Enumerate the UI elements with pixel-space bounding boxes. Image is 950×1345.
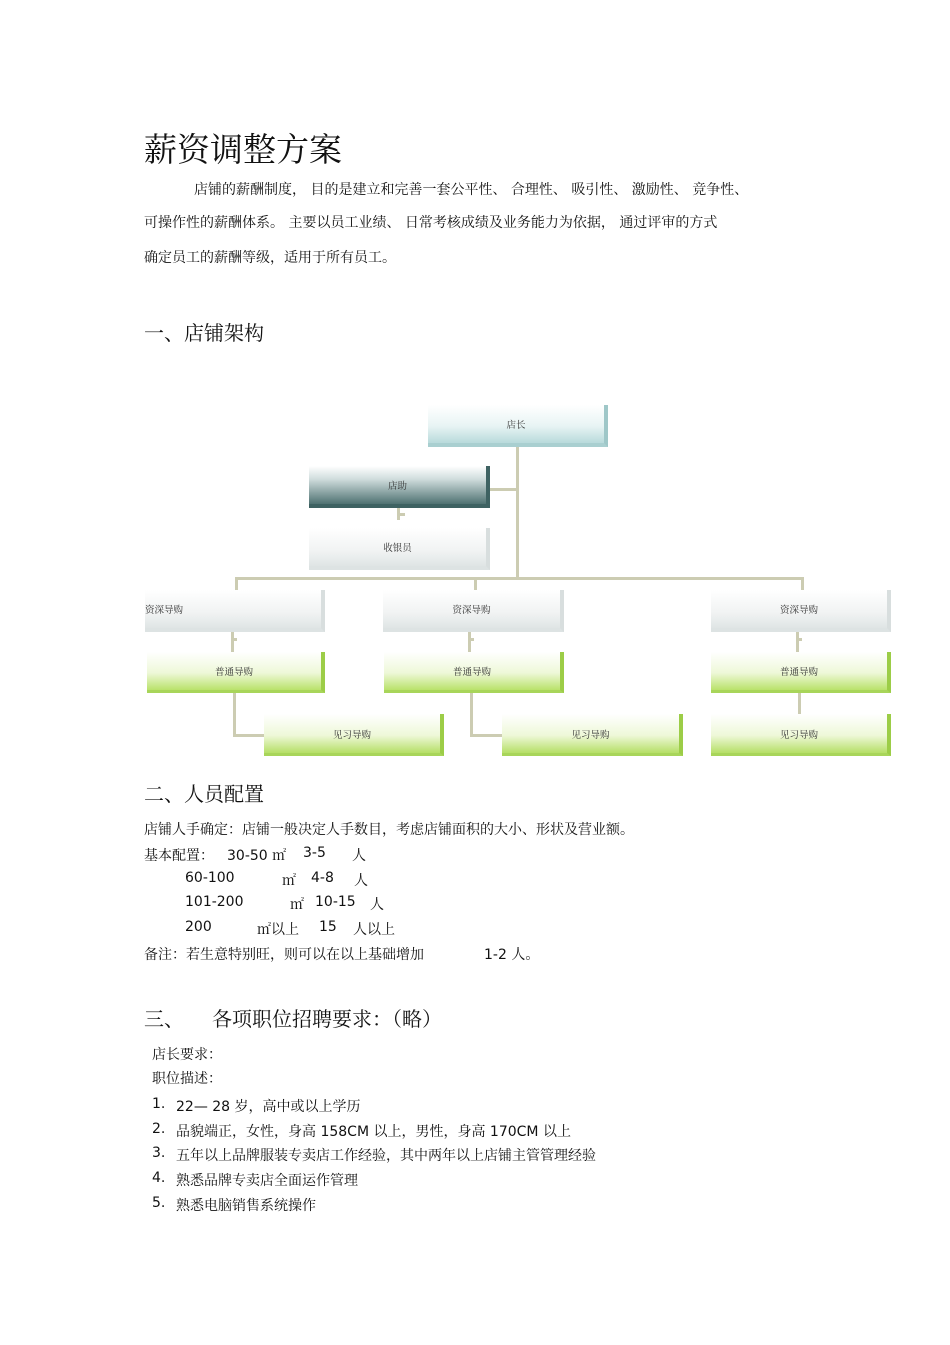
staffing-intro: 店铺人手确定：店铺一般决定人手数目，考虑店铺面积的大小、形状及营业额。 <box>144 822 634 838</box>
connector-line <box>798 693 801 715</box>
section-3-heading-prefix: 三、 <box>144 1007 184 1031</box>
org-node-trainee: 见习导购 <box>264 714 444 756</box>
config-row-unit: 人 <box>370 897 384 913</box>
config-row-sqm: ㎡以上 <box>257 922 299 938</box>
org-node-senior: 资深导购 <box>145 590 325 632</box>
org-node-assistant: 店助 <box>309 466 490 508</box>
config-label: 基本配置： <box>144 848 214 864</box>
connector-line <box>796 632 799 652</box>
list-item: 品貌端正，女性，身高 158CM 以上，男性，身高 170CM 以上 <box>176 1124 571 1140</box>
connector-line <box>474 577 477 590</box>
org-node-senior: 资深导购 <box>383 590 564 632</box>
org-node-manager: 店长 <box>428 405 608 447</box>
intro-line-3: 确定员工的薪酬等级，适用于所有员工。 <box>144 250 396 266</box>
job-description-label: 职位描述： <box>152 1071 222 1087</box>
section-2-heading: 二、人员配置 <box>144 782 264 806</box>
connector-line <box>487 488 518 491</box>
config-row-count: 4-8 <box>311 870 334 886</box>
connector-line <box>231 638 237 641</box>
list-item-number: 2. <box>152 1121 166 1137</box>
connector-line <box>796 638 802 641</box>
config-row-sqm: ㎡ <box>282 873 296 889</box>
config-row-area: 101-200 <box>185 894 244 910</box>
list-item-number: 4. <box>152 1170 166 1186</box>
config-row-unit: 人以上 <box>353 922 395 938</box>
list-item: 熟悉品牌专卖店全面运作管理 <box>176 1173 358 1189</box>
config-row-unit: 人 <box>352 848 366 864</box>
list-item: 22— 28 岁，高中或以上学历 <box>176 1099 361 1115</box>
manager-requirements-label: 店长要求： <box>152 1047 222 1063</box>
list-item-number: 3. <box>152 1145 166 1161</box>
connector-line <box>397 513 405 516</box>
connector-line <box>468 632 471 652</box>
config-row-unit: 人 <box>354 873 368 889</box>
connector-line <box>470 693 473 737</box>
page-title: 薪资调整方案 <box>144 130 342 169</box>
org-node-regular: 普通导购 <box>384 652 564 693</box>
list-item-number: 1. <box>152 1096 166 1112</box>
connector-line <box>470 734 503 737</box>
connector-line <box>801 577 804 590</box>
org-node-regular: 普通导购 <box>147 652 325 693</box>
org-node-regular: 普通导购 <box>711 652 891 693</box>
config-row-count: 15 <box>319 919 337 935</box>
config-row-sqm: ㎡ <box>290 897 304 913</box>
staffing-note-value: 1-2 人。 <box>484 947 540 963</box>
connector-line <box>233 734 265 737</box>
list-item: 熟悉电脑销售系统操作 <box>176 1198 316 1214</box>
connector-line <box>516 447 519 580</box>
connector-line <box>235 577 238 590</box>
connector-line <box>235 577 804 580</box>
section-1-heading: 一、店铺架构 <box>144 321 264 345</box>
connector-line <box>233 693 236 737</box>
connector-line <box>468 638 474 641</box>
list-item-number: 5. <box>152 1195 166 1211</box>
config-row-area: 60-100 <box>185 870 235 886</box>
intro-line-2: 可操作性的薪酬体系。 主要以员工业绩、 日常考核成绩及业务能力为依据， 通过评审的方式 <box>144 215 718 231</box>
list-item: 五年以上品牌服装专卖店工作经验，其中两年以上店铺主管管理经验 <box>176 1148 596 1164</box>
org-node-cashier: 收银员 <box>309 528 490 570</box>
section-3-heading: 各项职位招聘要求：（略） <box>212 1007 442 1031</box>
config-row-count: 3-5 <box>303 845 326 861</box>
org-node-senior: 资深导购 <box>711 590 891 632</box>
intro-line-1: 店铺的薪酬制度， 目的是建立和完善一套公平性、 合理性、 吸引性、 激励性、 竞争性、 <box>194 182 749 198</box>
org-node-trainee: 见习导购 <box>711 714 891 756</box>
staffing-note: 备注：若生意特别旺，则可以在以上基础增加 <box>144 947 424 963</box>
config-row-count: 10-15 <box>315 894 356 910</box>
config-row-area: 200 <box>185 919 212 935</box>
connector-line <box>231 632 234 652</box>
org-node-trainee: 见习导购 <box>502 714 683 756</box>
config-row-area: 30-50 ㎡ <box>227 848 287 864</box>
